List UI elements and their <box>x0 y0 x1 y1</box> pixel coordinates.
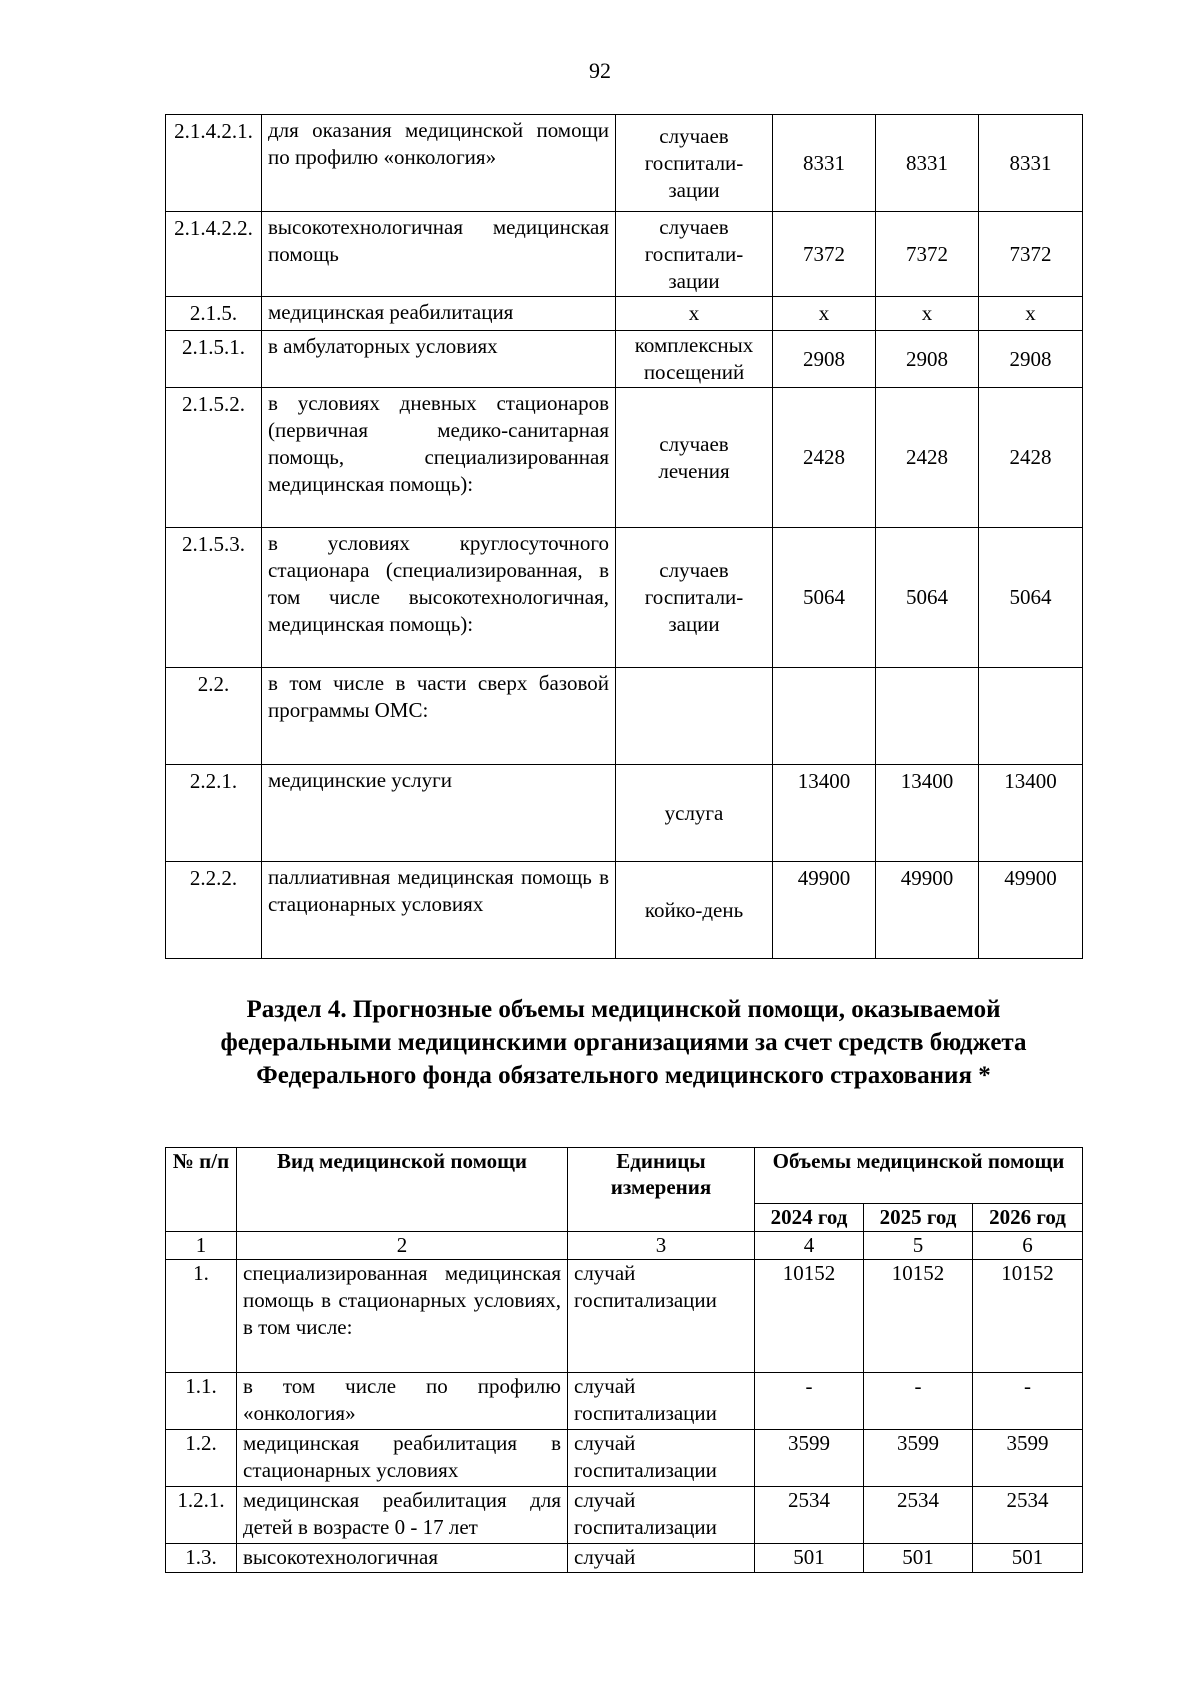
table-row <box>166 765 1083 862</box>
row-description: высокотехнологичная медицинская помощь <box>262 212 616 297</box>
row-description: медицинская реабилитация <box>262 297 616 331</box>
row-number: 1.1. <box>166 1373 237 1430</box>
header-unit: Единицы измерения <box>568 1148 755 1232</box>
row-number: 2.2. <box>166 668 262 765</box>
value-2024: - <box>755 1373 864 1430</box>
value-2025: 2534 <box>864 1487 973 1544</box>
value-2026: 7372 <box>979 212 1083 297</box>
row-number: 2.1.5.3. <box>166 528 262 668</box>
table-row <box>166 528 1083 668</box>
row-number: 2.1.4.2.1. <box>166 115 262 212</box>
value-2026: х <box>979 297 1083 331</box>
value-2025: 8331 <box>876 115 979 212</box>
row-description: в условиях дневных стационаров (первичная медико-санитарная помощь, специализированная медицинская помощь): <box>262 388 616 528</box>
row-number: 2.2.2. <box>166 862 262 959</box>
table-row <box>166 1260 1083 1373</box>
value-2026: 8331 <box>979 115 1083 212</box>
row-unit: случаев госпитали-зации <box>616 115 773 212</box>
row-unit: случаев лечения <box>616 388 773 528</box>
value-2026: 3599 <box>973 1430 1083 1487</box>
table-row <box>166 668 1083 765</box>
row-description: для оказания медицинской помощи по профилю «онкология» <box>262 115 616 212</box>
value-2025: 13400 <box>876 765 979 862</box>
row-description: в условиях круглосуточного стационара (специализированная, в том числе высокотехнологичная, медицинская помощь): <box>262 528 616 668</box>
row-unit: х <box>616 297 773 331</box>
value-2024: 5064 <box>773 528 876 668</box>
value-2024: 501 <box>755 1544 864 1573</box>
row-number: 1. <box>166 1260 237 1373</box>
table-row <box>166 297 1083 331</box>
value-2025: 2428 <box>876 388 979 528</box>
value-2026: 49900 <box>979 862 1083 959</box>
row-description: медицинская реабилитация в стационарных условиях <box>237 1430 568 1487</box>
table-row <box>166 331 1083 388</box>
value-2025: - <box>864 1373 973 1430</box>
value-2026: 5064 <box>979 528 1083 668</box>
value-2026: 13400 <box>979 765 1083 862</box>
value-2024: 2428 <box>773 388 876 528</box>
column-index: 2 <box>237 1232 568 1260</box>
table-row <box>166 1430 1083 1487</box>
row-number: 1.2. <box>166 1430 237 1487</box>
value-2026: 10152 <box>973 1260 1083 1373</box>
value-2024: 8331 <box>773 115 876 212</box>
row-unit: случай госпитализации <box>568 1373 755 1430</box>
row-unit: случаев госпитали-зации <box>616 528 773 668</box>
row-number: 2.1.5. <box>166 297 262 331</box>
row-unit: услуга <box>616 765 773 862</box>
value-2024: 10152 <box>755 1260 864 1373</box>
row-description: специализированная медицинская помощь в стационарных условиях, в том числе: <box>237 1260 568 1373</box>
row-unit: случай <box>568 1544 755 1573</box>
header-volumes: Объемы медицинской помощи <box>755 1148 1083 1204</box>
value-2026: 2428 <box>979 388 1083 528</box>
table-row <box>166 212 1083 297</box>
row-description: в том числе по профилю «онкология» <box>237 1373 568 1430</box>
table-row <box>166 115 1083 212</box>
header-year-2024: 2024 год <box>755 1204 864 1232</box>
value-2024: 49900 <box>773 862 876 959</box>
value-2025: 2908 <box>876 331 979 388</box>
row-unit: случай госпитализации <box>568 1430 755 1487</box>
header-row <box>166 1148 1083 1204</box>
column-index: 1 <box>166 1232 237 1260</box>
value-2024: 13400 <box>773 765 876 862</box>
header-kind: Вид медицинской помощи <box>237 1148 568 1232</box>
table-row <box>166 1373 1083 1430</box>
row-number: 2.1.5.1. <box>166 331 262 388</box>
row-number: 1.2.1. <box>166 1487 237 1544</box>
value-2024: х <box>773 297 876 331</box>
row-number: 2.2.1. <box>166 765 262 862</box>
value-2025: 49900 <box>876 862 979 959</box>
row-unit: случаев госпитали-зации <box>616 212 773 297</box>
value-2025: 501 <box>864 1544 973 1573</box>
value-2024: 2534 <box>755 1487 864 1544</box>
column-index-row <box>166 1232 1083 1260</box>
header-year-2026: 2026 год <box>973 1204 1083 1232</box>
row-unit: случай госпитализации <box>568 1487 755 1544</box>
column-index: 5 <box>864 1232 973 1260</box>
row-description: высокотехнологичная <box>237 1544 568 1573</box>
federal-volumes-table <box>165 1147 1083 1573</box>
row-number: 2.1.4.2.2. <box>166 212 262 297</box>
value-2025: 7372 <box>876 212 979 297</box>
row-description: паллиативная медицинская помощь в стационарных условиях <box>262 862 616 959</box>
header-year-2025: 2025 год <box>864 1204 973 1232</box>
value-2026: 2908 <box>979 331 1083 388</box>
value-2026: - <box>973 1373 1083 1430</box>
column-index: 3 <box>568 1232 755 1260</box>
column-index: 6 <box>973 1232 1083 1260</box>
row-description: в амбулаторных условиях <box>262 331 616 388</box>
section-heading: Раздел 4. Прогнозные объемы медицинской помощи, оказываемой федеральными медицинскими организациями за счет средств бюджета Федерального фонда обязательного медицинского страхования * <box>220 996 1027 1089</box>
value-2025: 10152 <box>864 1260 973 1373</box>
value-2024 <box>773 668 876 765</box>
table-row <box>166 1487 1083 1544</box>
value-2025 <box>876 668 979 765</box>
header-number: № п/п <box>166 1148 237 1232</box>
row-number: 2.1.5.2. <box>166 388 262 528</box>
value-2026: 501 <box>973 1544 1083 1573</box>
row-description: медицинские услуги <box>262 765 616 862</box>
row-number: 1.3. <box>166 1544 237 1573</box>
value-2026: 2534 <box>973 1487 1083 1544</box>
value-2024: 2908 <box>773 331 876 388</box>
value-2026 <box>979 668 1083 765</box>
table-row <box>166 862 1083 959</box>
row-unit: комплексных посещений <box>616 331 773 388</box>
table-row <box>166 388 1083 528</box>
row-description: в том числе в части сверх базовой программы ОМС: <box>262 668 616 765</box>
column-index: 4 <box>755 1232 864 1260</box>
row-unit: случай госпитализации <box>568 1260 755 1373</box>
value-2025: х <box>876 297 979 331</box>
row-unit <box>616 668 773 765</box>
page-number: 92 <box>589 58 611 83</box>
volumes-table-continued <box>165 114 1083 959</box>
row-description: медицинская реабилитация для детей в возрасте 0 - 17 лет <box>237 1487 568 1544</box>
table-row <box>166 1544 1083 1573</box>
value-2024: 3599 <box>755 1430 864 1487</box>
value-2025: 5064 <box>876 528 979 668</box>
value-2024: 7372 <box>773 212 876 297</box>
row-unit: койко-день <box>616 862 773 959</box>
value-2025: 3599 <box>864 1430 973 1487</box>
